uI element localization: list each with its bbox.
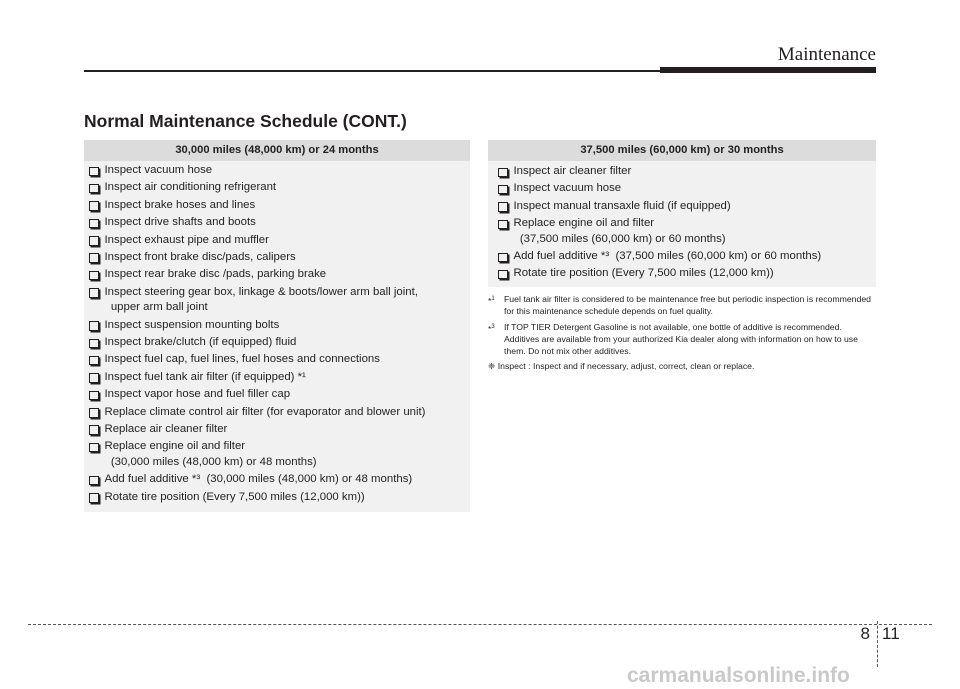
inspect-legend <box>488 361 878 373</box>
checklist-item <box>88 370 470 386</box>
checklist-item-text: Replace engine oil and filter (30,000 miles (48,000 km) or 48 months) <box>104 440 317 468</box>
checklist-item-text: Add fuel additive *³ (30,000 miles (48,000 km) or 48 months) <box>104 473 413 486</box>
checklist-item-text: Inspect suspension mounting bolts <box>104 318 280 331</box>
checkbox-icon <box>498 270 508 280</box>
checklist-item <box>88 318 470 334</box>
checkbox-icon <box>89 219 99 229</box>
footnote-3-text: If TOP TIER Detergent Gasoline is not available, one bottle of additive is recommended. Additives are available from your authorized Kia dealer along with information on how to use them. Do not mix other additives. <box>504 322 858 356</box>
schedule-30000-title: 30,000 miles (48,000 km) or 24 months <box>84 140 470 161</box>
checkbox-icon <box>89 476 99 486</box>
checklist-item <box>88 198 470 214</box>
checklist-item <box>88 405 470 421</box>
checkbox-icon <box>89 236 99 246</box>
checkbox-icon <box>89 184 99 194</box>
checklist-item <box>497 181 876 197</box>
checklist-item-text: Add fuel additive *³ (37,500 miles (60,000 km) or 60 months) <box>513 250 822 263</box>
inspect-legend-text: ❈ Inspect : Inspect and if necessary, adjust, correct, clean or replace. <box>488 361 755 371</box>
checkbox-icon <box>89 443 99 453</box>
checkbox-icon <box>89 425 99 435</box>
checklist-item <box>88 285 470 316</box>
checkbox-icon <box>89 391 99 401</box>
footnote-1-marker: *$^1$ <box>488 295 495 306</box>
checkbox-icon <box>89 408 99 418</box>
checklist-item-text: Inspect air conditioning refrigerant <box>104 181 277 194</box>
checklist-item-text: Inspect vacuum hose <box>104 164 213 176</box>
checkbox-icon <box>89 253 99 263</box>
checklist-item <box>497 216 876 247</box>
checkbox-icon <box>89 167 99 177</box>
watermark: carmanualsonline.info <box>627 664 850 687</box>
footer-dashed-rule <box>28 624 932 625</box>
checklist-item-text: Inspect vacuum hose <box>513 182 622 195</box>
checklist-item-text: Rotate tire position (Every 7,500 miles (12,000 km)) <box>513 267 774 280</box>
checkbox-icon <box>89 288 99 298</box>
checkbox-icon <box>498 220 508 230</box>
checklist-item <box>88 472 470 488</box>
checkbox-icon <box>89 493 99 503</box>
checklist-item-text: Inspect front brake disc/pads, calipers <box>104 250 296 263</box>
checkbox-icon <box>498 185 508 195</box>
checkbox-icon <box>89 201 99 211</box>
checklist-item <box>88 233 470 249</box>
checklist-item-text: Inspect manual transaxle fluid (if equipped) <box>513 199 731 212</box>
checklist-item-text: Inspect brake hoses and lines <box>104 198 256 211</box>
checklist-item <box>88 352 470 368</box>
footnote-1-text: Fuel tank air filter is considered to be maintenance free but periodic inspection is recommended for this maintenance schedule depends on fuel quality. <box>504 294 872 316</box>
checkbox-icon <box>89 339 99 349</box>
checklist-item-text: Inspect exhaust pipe and muffler <box>104 233 269 246</box>
page-title: Normal Maintenance Schedule (CONT.) <box>84 111 407 131</box>
footer-page-separator <box>877 621 878 667</box>
checkbox-icon <box>498 168 508 178</box>
checklist-item <box>88 387 470 403</box>
checklist-item <box>88 180 470 196</box>
header-rule <box>84 70 660 72</box>
checklist-item <box>88 215 470 231</box>
checklist-item <box>88 163 470 179</box>
checkbox-icon <box>89 373 99 383</box>
checkbox-icon <box>89 271 99 281</box>
footnote-3-marker: *$^3$ <box>488 323 495 334</box>
checkbox-icon <box>89 321 99 331</box>
checkbox-icon <box>498 253 508 263</box>
checklist-item-text: Inspect steering gear box, linkage & boots/lower arm ball joint, upper arm ball joint <box>104 285 418 314</box>
checklist-item <box>497 249 876 265</box>
checklist-item <box>88 335 470 351</box>
checklist-item-text: Inspect drive shafts and boots <box>104 216 256 229</box>
checklist-item <box>88 439 470 470</box>
checklist-item <box>88 490 470 506</box>
schedule-30000-items <box>84 161 470 505</box>
checklist-item <box>497 199 876 215</box>
checklist-item-text: Inspect air cleaner filter <box>513 165 632 177</box>
checklist-item <box>497 266 876 282</box>
schedule-37500-title: 37,500 miles (60,000 km) or 30 months <box>488 140 876 161</box>
checklist-item-text: Inspect fuel tank air filter (if equipped) *¹ <box>104 370 306 383</box>
section-title: Maintenance <box>777 44 876 65</box>
checkbox-icon <box>89 356 99 366</box>
checklist-item-text: Replace climate control air filter (for evaporator and blower unit) <box>104 405 426 418</box>
checklist-item-text: Rotate tire position (Every 7,500 miles (12,000 km)) <box>104 490 365 503</box>
footnote-3 <box>488 322 878 357</box>
checklist-item-text: Replace air cleaner filter <box>104 422 228 435</box>
checklist-item-text: Inspect brake/clutch (if equipped) fluid <box>104 336 297 349</box>
checklist-item <box>88 422 470 438</box>
schedule-37500-box <box>488 140 876 287</box>
checklist-item <box>497 164 876 180</box>
checklist-item-text: Inspect rear brake disc /pads, parking brake <box>104 268 327 281</box>
checklist-item-text: Inspect fuel cap, fuel lines, fuel hoses and connections <box>104 353 380 366</box>
checkbox-icon <box>498 202 508 212</box>
schedule-37500-items <box>488 161 876 282</box>
chapter-number: 8 <box>860 624 870 643</box>
schedule-30000-box <box>84 140 470 512</box>
checklist-item-text: Inspect vapor hose and fuel filler cap <box>104 388 291 401</box>
checklist-item-text: Replace engine oil and filter (37,500 miles (60,000 km) or 60 months) <box>513 217 726 245</box>
checklist-item <box>88 250 470 266</box>
page-number: 11 <box>882 624 900 643</box>
footnote-1 <box>488 294 878 318</box>
checklist-item <box>88 267 470 283</box>
header-rule-accent <box>660 67 876 73</box>
